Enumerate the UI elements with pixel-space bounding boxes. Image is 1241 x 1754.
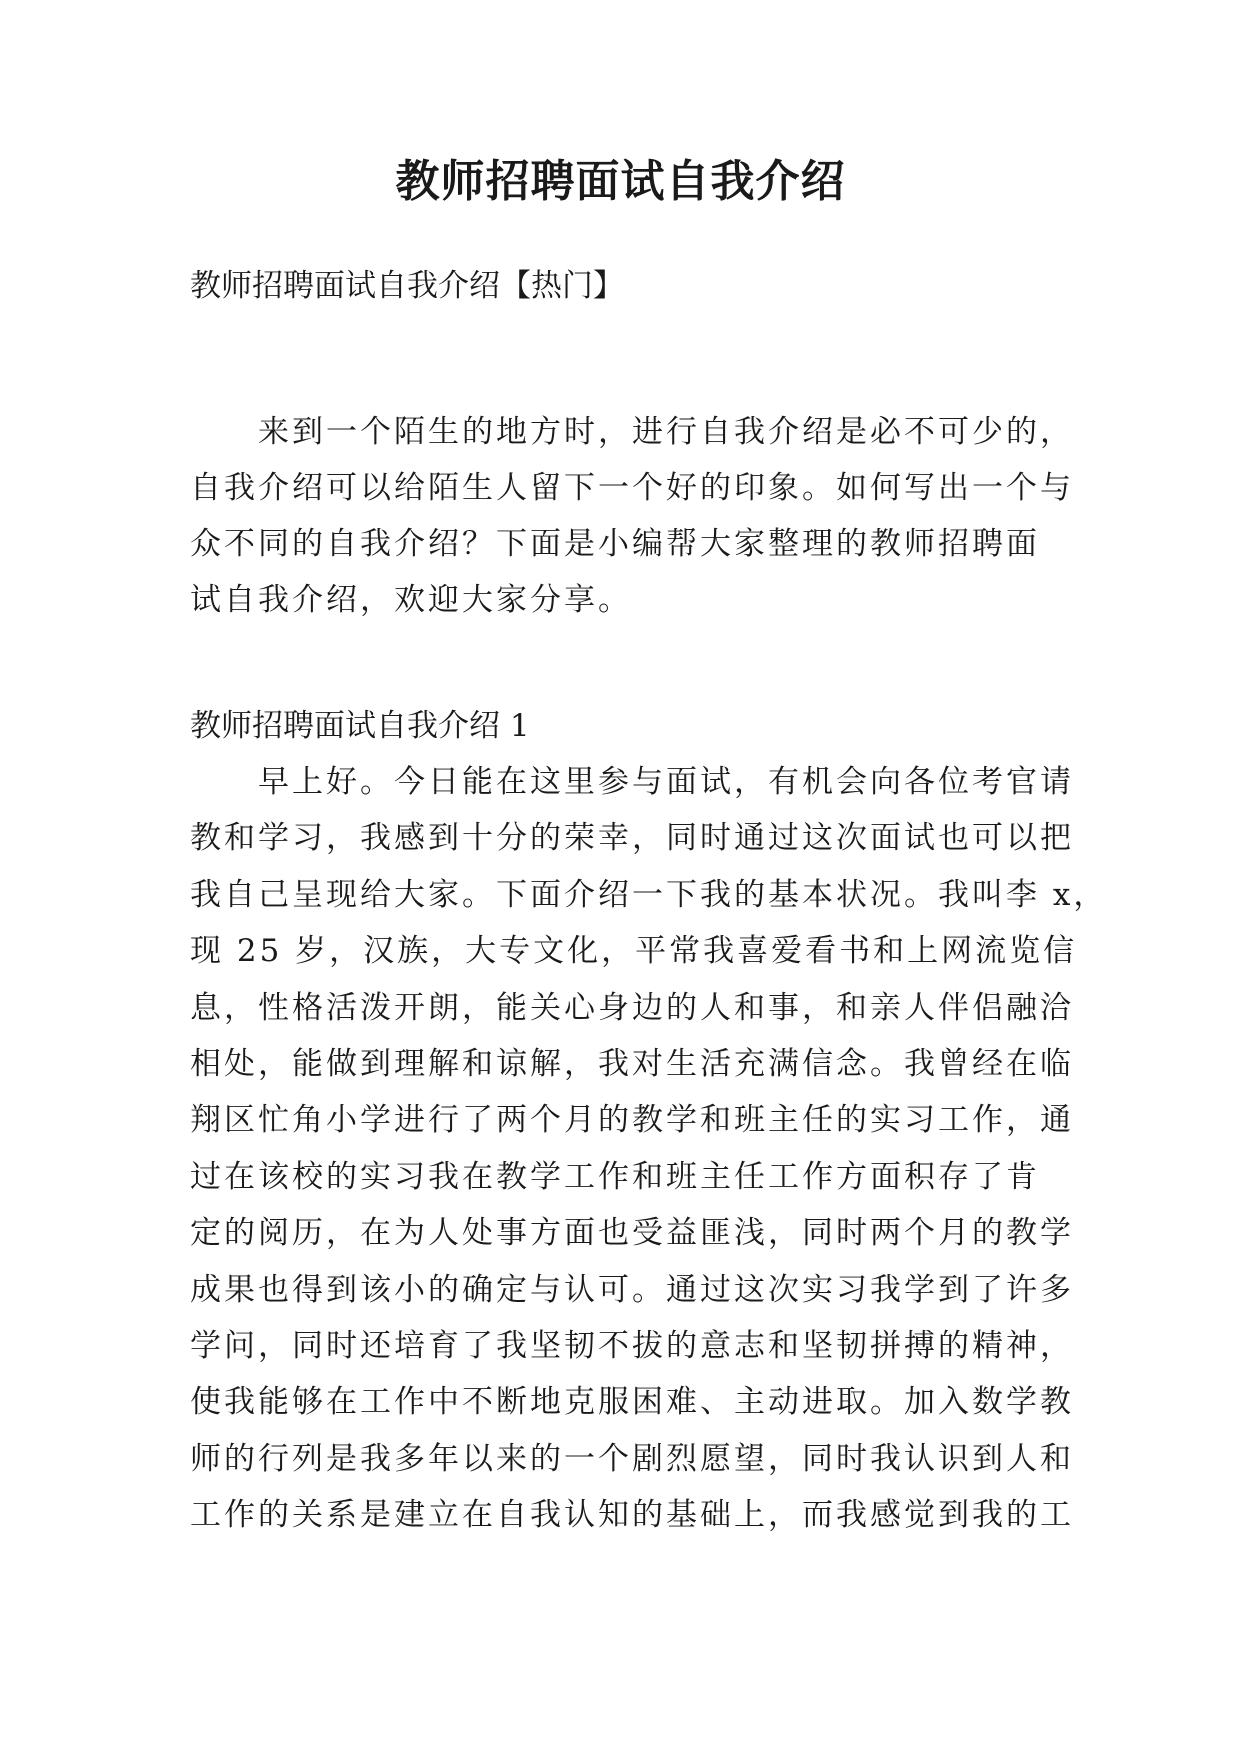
intro-line: 众不同的自我介绍？下面是小编帮大家整理的教师招聘面 <box>190 526 1040 562</box>
body-line: 工作的关系是建立在自我认知的基础上，而我感觉到我的工 <box>190 1497 1074 1534</box>
body-line: 学问，同时还培育了我坚韧不拔的意志和坚韧拼搏的精神， <box>190 1327 1074 1364</box>
intro-paragraph <box>190 404 1074 628</box>
intro-line: 自我介绍可以给陌生人留下一个好的印象。如何写出一个与 <box>190 470 1074 506</box>
body-line: 早上好。今日能在这里参与面试，有机会向各位考官请 <box>258 764 1074 800</box>
body-line: 过在该校的实习我在教学工作和班主任工作方面积存了肯 <box>190 1158 1040 1195</box>
document-title: 教师招聘面试自我介绍 <box>395 156 846 207</box>
body-line: 定的阅历，在为人处事方面也受益匪浅，同时两个月的教学 <box>190 1215 1074 1252</box>
body-line: 翔区忙角小学进行了两个月的教学和班主任的实习工作，通 <box>190 1102 1074 1139</box>
body-line: 师的行列是我多年以来的一个剧烈愿望，同时我认识到人和 <box>190 1440 1074 1477</box>
document-subtitle: 教师招聘面试自我介绍【热门】 <box>190 268 624 304</box>
body-line: 教和学习，我感到十分的荣幸，同时通过这次面试也可以把 <box>190 820 1074 857</box>
section-heading: 教师招聘面试自我介绍 1 <box>190 708 530 744</box>
body-paragraph <box>190 754 1108 1543</box>
body-line: 相处，能做到理解和谅解，我对生活充满信念。我曾经在临 <box>190 1045 1074 1082</box>
body-line: 我自己呈现给大家。下面介绍一下我的基本状况。我叫李 x， <box>190 876 1108 913</box>
body-line: 成果也得到该小的确定与认可。通过这次实习我学到了许多 <box>190 1271 1074 1308</box>
intro-line: 来到一个陌生的地方时，进行自我介绍是必不可少的， <box>258 414 1074 450</box>
intro-line: 试自我介绍，欢迎大家分享。 <box>190 582 632 618</box>
body-line: 使我能够在工作中不断地克服困难、主动进取。加入数学教 <box>190 1384 1074 1421</box>
body-line: 现 25 岁，汉族，大专文化，平常我喜爱看书和上网流览信 <box>190 933 1078 970</box>
body-line: 息，性格活泼开朗，能关心身边的人和事，和亲人伴侣融洽 <box>190 989 1074 1026</box>
